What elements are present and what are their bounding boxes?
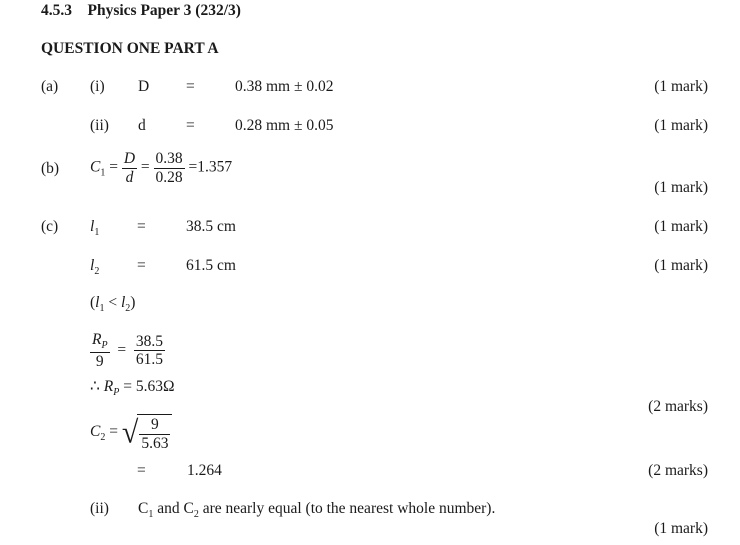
- paper-title: Physics Paper 3 (232/3): [87, 2, 241, 19]
- fraction-numerator: 0.38: [155, 150, 183, 167]
- rp-result: ∴ $R_P = 5.63\Omega$: [90, 378, 175, 399]
- c1-symbol: C: [90, 158, 101, 176]
- c2-symbol: C: [90, 423, 101, 441]
- fraction-numerator: 9: [139, 417, 170, 435]
- section-heading: [41, 2, 241, 20]
- rp-over-9: [90, 332, 110, 370]
- length-l1-value: 38.5 cm: [186, 218, 236, 235]
- length-l2-value: 61.5 cm: [186, 257, 236, 274]
- fraction-numerator: D: [123, 150, 136, 167]
- fraction-numerator: $R_P$: [92, 331, 108, 352]
- diameter-d-value: 0.28 mm ± 0.05: [235, 117, 334, 134]
- equals-sign: =: [117, 341, 127, 359]
- equals-sign: =: [137, 218, 146, 235]
- length-condition: $(l_1 < l_2)$: [90, 294, 136, 315]
- part-a-label: (a): [41, 78, 59, 95]
- ratio-values: [154, 151, 185, 185]
- fraction-denominator: d: [125, 168, 134, 186]
- question-title: QUESTION ONE PART A: [41, 40, 219, 57]
- c2-value: 1.264: [187, 462, 222, 479]
- diameter-d-symbol: d: [138, 117, 146, 134]
- resistance-ratio-equation: [90, 332, 165, 370]
- comparison-statement: $C_1$ and $C_2$ are nearly equal (to the nearest whole number).: [138, 500, 496, 521]
- length-l1-symbol: $l_1$: [90, 218, 100, 239]
- section-number: 4.5.3: [41, 2, 72, 19]
- equals-sign: =: [109, 158, 118, 176]
- equals-sign: =: [109, 423, 118, 441]
- fraction-denominator: 61.5: [135, 351, 163, 369]
- part-b-label: (b): [41, 160, 60, 177]
- mark-a-i: (1 mark): [654, 78, 708, 95]
- mark-b: (1 mark): [654, 179, 708, 196]
- fraction-denominator: 5.63: [141, 434, 169, 452]
- square-root: [122, 414, 173, 451]
- therefore-symbol: ∴: [90, 378, 100, 395]
- c1-equation: [90, 151, 232, 185]
- part-c-ii-label: (ii): [90, 500, 109, 517]
- ratio-D-over-d: [122, 151, 137, 185]
- equals-sign: =: [186, 117, 195, 134]
- mark-c-c2: (2 marks): [648, 462, 708, 479]
- equals-sign: =: [137, 462, 146, 479]
- diameter-D-value: 0.38 mm ± 0.02: [235, 78, 334, 95]
- mark-c-ii: (1 mark): [654, 520, 708, 537]
- mark-c-l1: (1 mark): [654, 218, 708, 235]
- equals-sign: =: [137, 257, 146, 274]
- part-a-i-label: (i): [90, 78, 105, 95]
- mark-a-ii: (1 mark): [654, 117, 708, 134]
- length-ratio: [134, 334, 165, 368]
- equals-sign: =: [140, 158, 150, 176]
- part-c-label: (c): [41, 218, 59, 235]
- diameter-D-symbol: D: [138, 78, 150, 95]
- mark-c-l2: (1 mark): [654, 257, 708, 274]
- c1-result: =1.357: [188, 158, 233, 176]
- c1-subscript: 1: [100, 167, 106, 179]
- length-l2-symbol: $l_2$: [90, 257, 100, 278]
- fraction-denominator: 0.28: [155, 168, 183, 186]
- part-a-ii-label: (ii): [90, 117, 109, 134]
- 9-over-rp: [139, 417, 170, 451]
- fraction-numerator: 38.5: [135, 332, 163, 350]
- equals-sign: =: [186, 78, 195, 95]
- c2-equation: $C_2$ = √ $\frac{9}{5.63}$: [90, 414, 172, 451]
- rp-value: = 5.63Ω: [119, 378, 175, 395]
- fraction-denominator: 9: [95, 353, 104, 371]
- mark-c-rp: (2 marks): [648, 398, 708, 415]
- radical-sign: √: [121, 414, 139, 450]
